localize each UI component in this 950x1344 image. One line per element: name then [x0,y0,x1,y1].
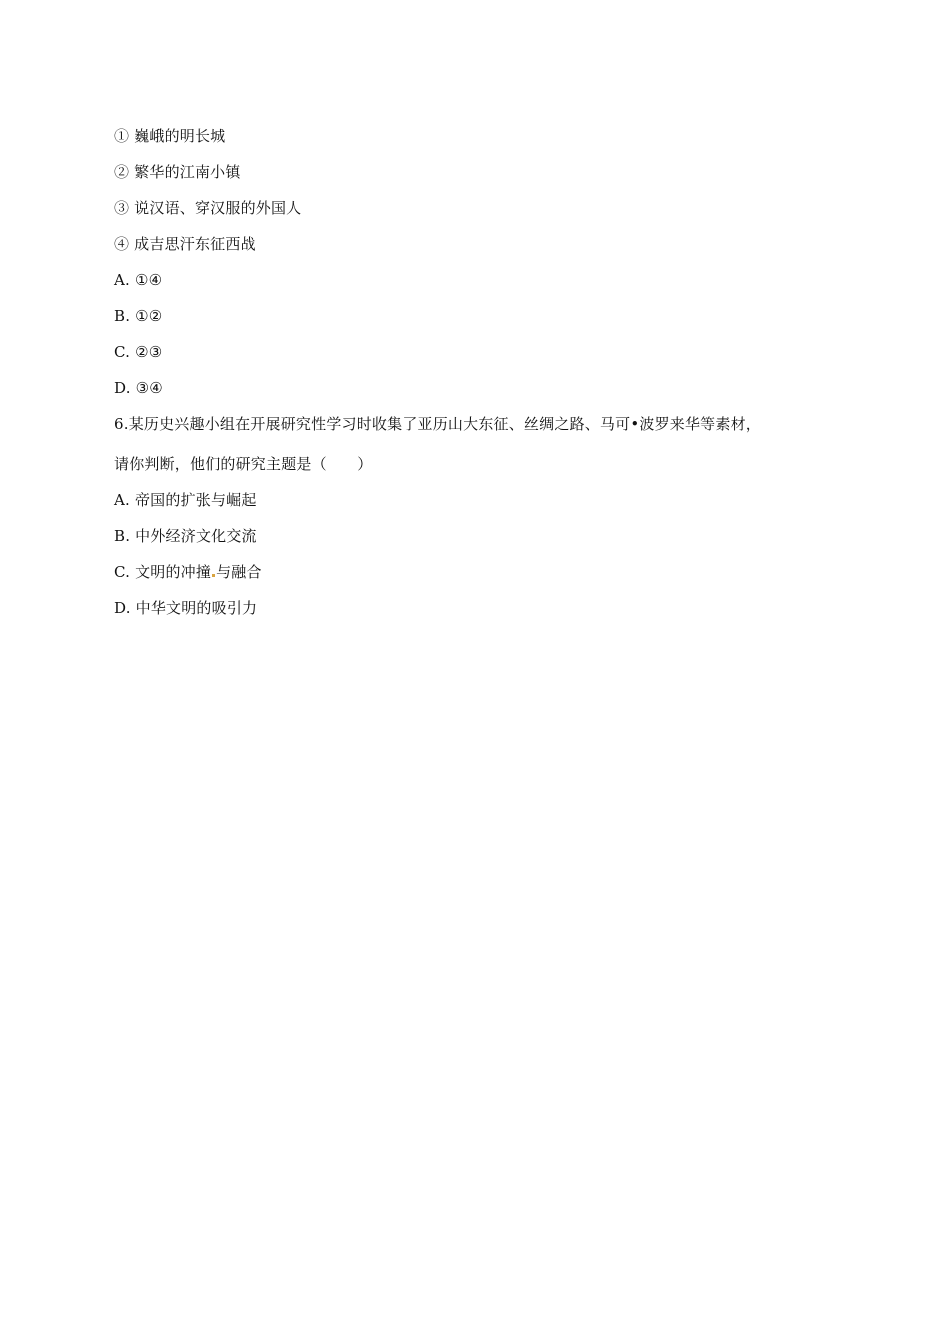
q5-option-d: D. ③④ [114,379,163,397]
q6-stem-line-1: 6.某历史兴趣小组在开展研究性学习时收集了亚历山大东征、丝绸之路、马可•波罗来华等素材， [114,415,761,433]
statement-3: ③ 说汉语、穿汉服的外国人 [114,199,302,217]
watermark-dot [212,574,215,577]
q6-stem-line-2: 请你判断，他们的研究主题是（ ） [114,455,373,473]
q5-option-c: C. ②③ [114,343,163,361]
q5-option-b: B. ①② [114,307,163,325]
statement-2: ② 繁华的江南小镇 [114,163,241,181]
q6-option-b: B. 中外经济文化交流 [114,527,257,545]
q6-option-d: D. 中华文明的吸引力 [114,599,258,617]
q6-option-c-text-1: C. 文明的冲撞 [114,563,212,581]
statement-1: ① 巍峨的明长城 [114,127,226,145]
q6-option-c [114,562,262,582]
statement-4: ④ 成吉思汗东征西战 [114,235,256,253]
q6-option-a: A. 帝国的扩张与崛起 [114,491,257,509]
q6-option-c-text-2: 与融合 [216,563,262,581]
q5-option-a: A. ①④ [114,271,163,289]
